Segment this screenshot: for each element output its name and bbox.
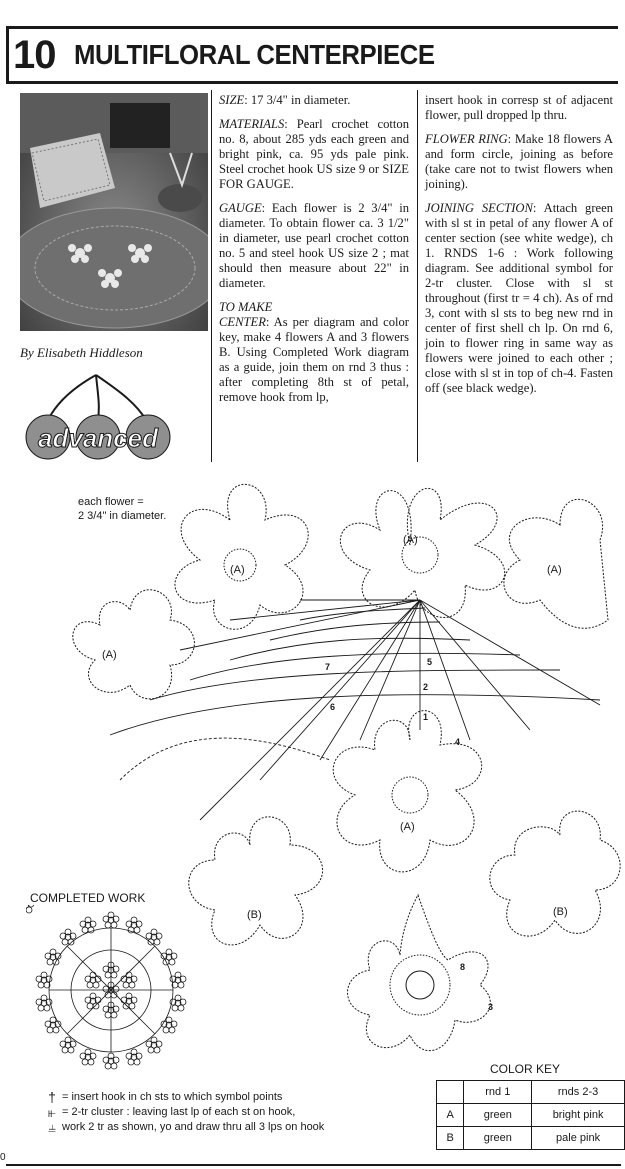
joining-heading: JOINING SECTION [425, 201, 533, 215]
photo-image [20, 93, 208, 331]
label-a-left-top: (A) [230, 564, 245, 576]
svg-text:4: 4 [455, 737, 461, 747]
column-divider-right [417, 90, 418, 462]
pattern-number: 10 [13, 32, 56, 77]
cluster-symbol-text-2: work 2 tr as shown, yo and draw thru all 3 lps on hook [62, 1121, 325, 1133]
color-key-title: COLOR KEY [490, 1062, 561, 1076]
center-text: : As per diagram and color key, make 4 flowers A and 3 flowers B. Using Completed Work diagram as a guide, join them on rnd 3 thus : after completing 8th st of petal, remove hook from lp, [219, 315, 409, 404]
hook-symbol-text: = insert hook in ch sts to which symbol points [62, 1091, 283, 1103]
column-divider-left [211, 90, 212, 462]
color-key-cell: A [437, 1104, 464, 1127]
svg-text:5: 5 [427, 657, 433, 667]
label-b-right: (B) [553, 906, 568, 918]
svg-text:8: 8 [460, 962, 466, 972]
completed-work-label: COMPLETED WORK [30, 891, 146, 905]
label-a-center: (A) [400, 821, 415, 833]
author-byline: By Elisabeth Hiddleson [20, 345, 143, 360]
color-key-table [436, 1080, 625, 1150]
label-a-right: (A) [547, 564, 562, 576]
cluster-symbol-icon: ⫦ [48, 1104, 56, 1120]
svg-text:3: 3 [488, 1002, 494, 1012]
svg-text:1: 1 [423, 712, 429, 722]
flower-b-left [189, 817, 323, 945]
cluster-work-icon: ⫨ [48, 1119, 56, 1135]
gauge-text: : Each flower is 2 3/4" in diameter. To obtain flower ca. 3 1/2" in diameter, use pearl crochet cotton no. 5 and steel hook US size 2 ; mat should then measure about 22" in diameter. [219, 201, 409, 290]
color-key-cell: pale pink [532, 1127, 625, 1150]
flower-a-left [73, 590, 195, 699]
size-heading: SIZE [219, 93, 245, 107]
color-key-header: rnds 2-3 [532, 1081, 625, 1104]
diagram-note-line2: 2 3/4" in diameter. [78, 510, 167, 522]
color-key-header-row [437, 1081, 625, 1104]
continuation-text: insert hook in corresp st of adjacent flower, pull dropped lp thru. [425, 93, 613, 122]
color-key-header: rnd 1 [464, 1081, 532, 1104]
flower-a-top [340, 488, 504, 617]
flower-b-bottom [348, 895, 494, 1051]
cluster-symbol-text-1: = 2-tr cluster : leaving last lp of each st on hook, [62, 1106, 296, 1118]
instructions-column-2 [425, 93, 613, 405]
joining-web [110, 600, 600, 820]
color-key-header [437, 1081, 464, 1104]
joining-text: : Attach green with sl st in petal of any flower A of center section (see white wedge), ch 1. RNDS 1-6 : Work following diagram. See additional symbol for 2-tr cluster. Close with sl st throughout (first tr = 4 ch). As of rnd 3, cont with sl sts to beg new rnd in center of first shell ch lp. On rnd 6, join to flower ring in same way as flowers were joined to each other ; close with sl st in top of ch-4. Fasten off (see black wedge). [425, 201, 613, 395]
color-key-row [437, 1127, 625, 1150]
label-a-left: (A) [102, 649, 117, 661]
svg-text:7: 7 [325, 662, 331, 672]
diagram-note-line1: each flower = [78, 496, 144, 508]
color-key-cell: green [464, 1104, 532, 1127]
title-bar [6, 26, 618, 84]
badge-label: advanced [38, 423, 158, 453]
difficulty-badge [18, 365, 178, 465]
page-title: MULTIFLORAL CENTERPIECE [73, 39, 435, 70]
to-make-heading: TO MAKE [219, 300, 273, 314]
materials-text: : Pearl crochet cotton no. 8, about 285 yds each green and bright pink, ca. 95 yds pale pink. Steel crochet hook US size 9 or SIZE FOR GAUGE. [219, 117, 409, 191]
instructions-column-1 [219, 93, 409, 405]
diagram-note [78, 495, 166, 523]
svg-text:6: 6 [330, 702, 336, 712]
center-heading: CENTER [219, 315, 266, 329]
label-b-left: (B) [247, 909, 262, 921]
materials-heading: MATERIALS [219, 117, 285, 131]
hook-symbol-icon: † [48, 1089, 56, 1105]
page-number: 0 [0, 1152, 6, 1163]
flower-a-left-top [175, 484, 308, 629]
bottom-rule [6, 1164, 621, 1166]
symbol-legend [42, 1090, 324, 1135]
flower-ring-heading: FLOWER RING [425, 132, 508, 146]
completed-work-diagram [26, 905, 196, 1075]
color-key-row [437, 1104, 625, 1127]
flower-a-center [333, 711, 481, 872]
color-key-cell: bright pink [532, 1104, 625, 1127]
gauge-heading: GAUGE [219, 201, 262, 215]
label-a-top: (A) [403, 534, 418, 546]
flower-ring-text: : Make 18 flowers A and form circle, joining as before (take care not to twist flowers when joining). [425, 132, 613, 191]
size-text: : 17 3/4" in diameter. [244, 93, 351, 107]
color-key-cell: green [464, 1127, 532, 1150]
color-key-cell: B [437, 1127, 464, 1150]
svg-text:2: 2 [423, 682, 429, 692]
